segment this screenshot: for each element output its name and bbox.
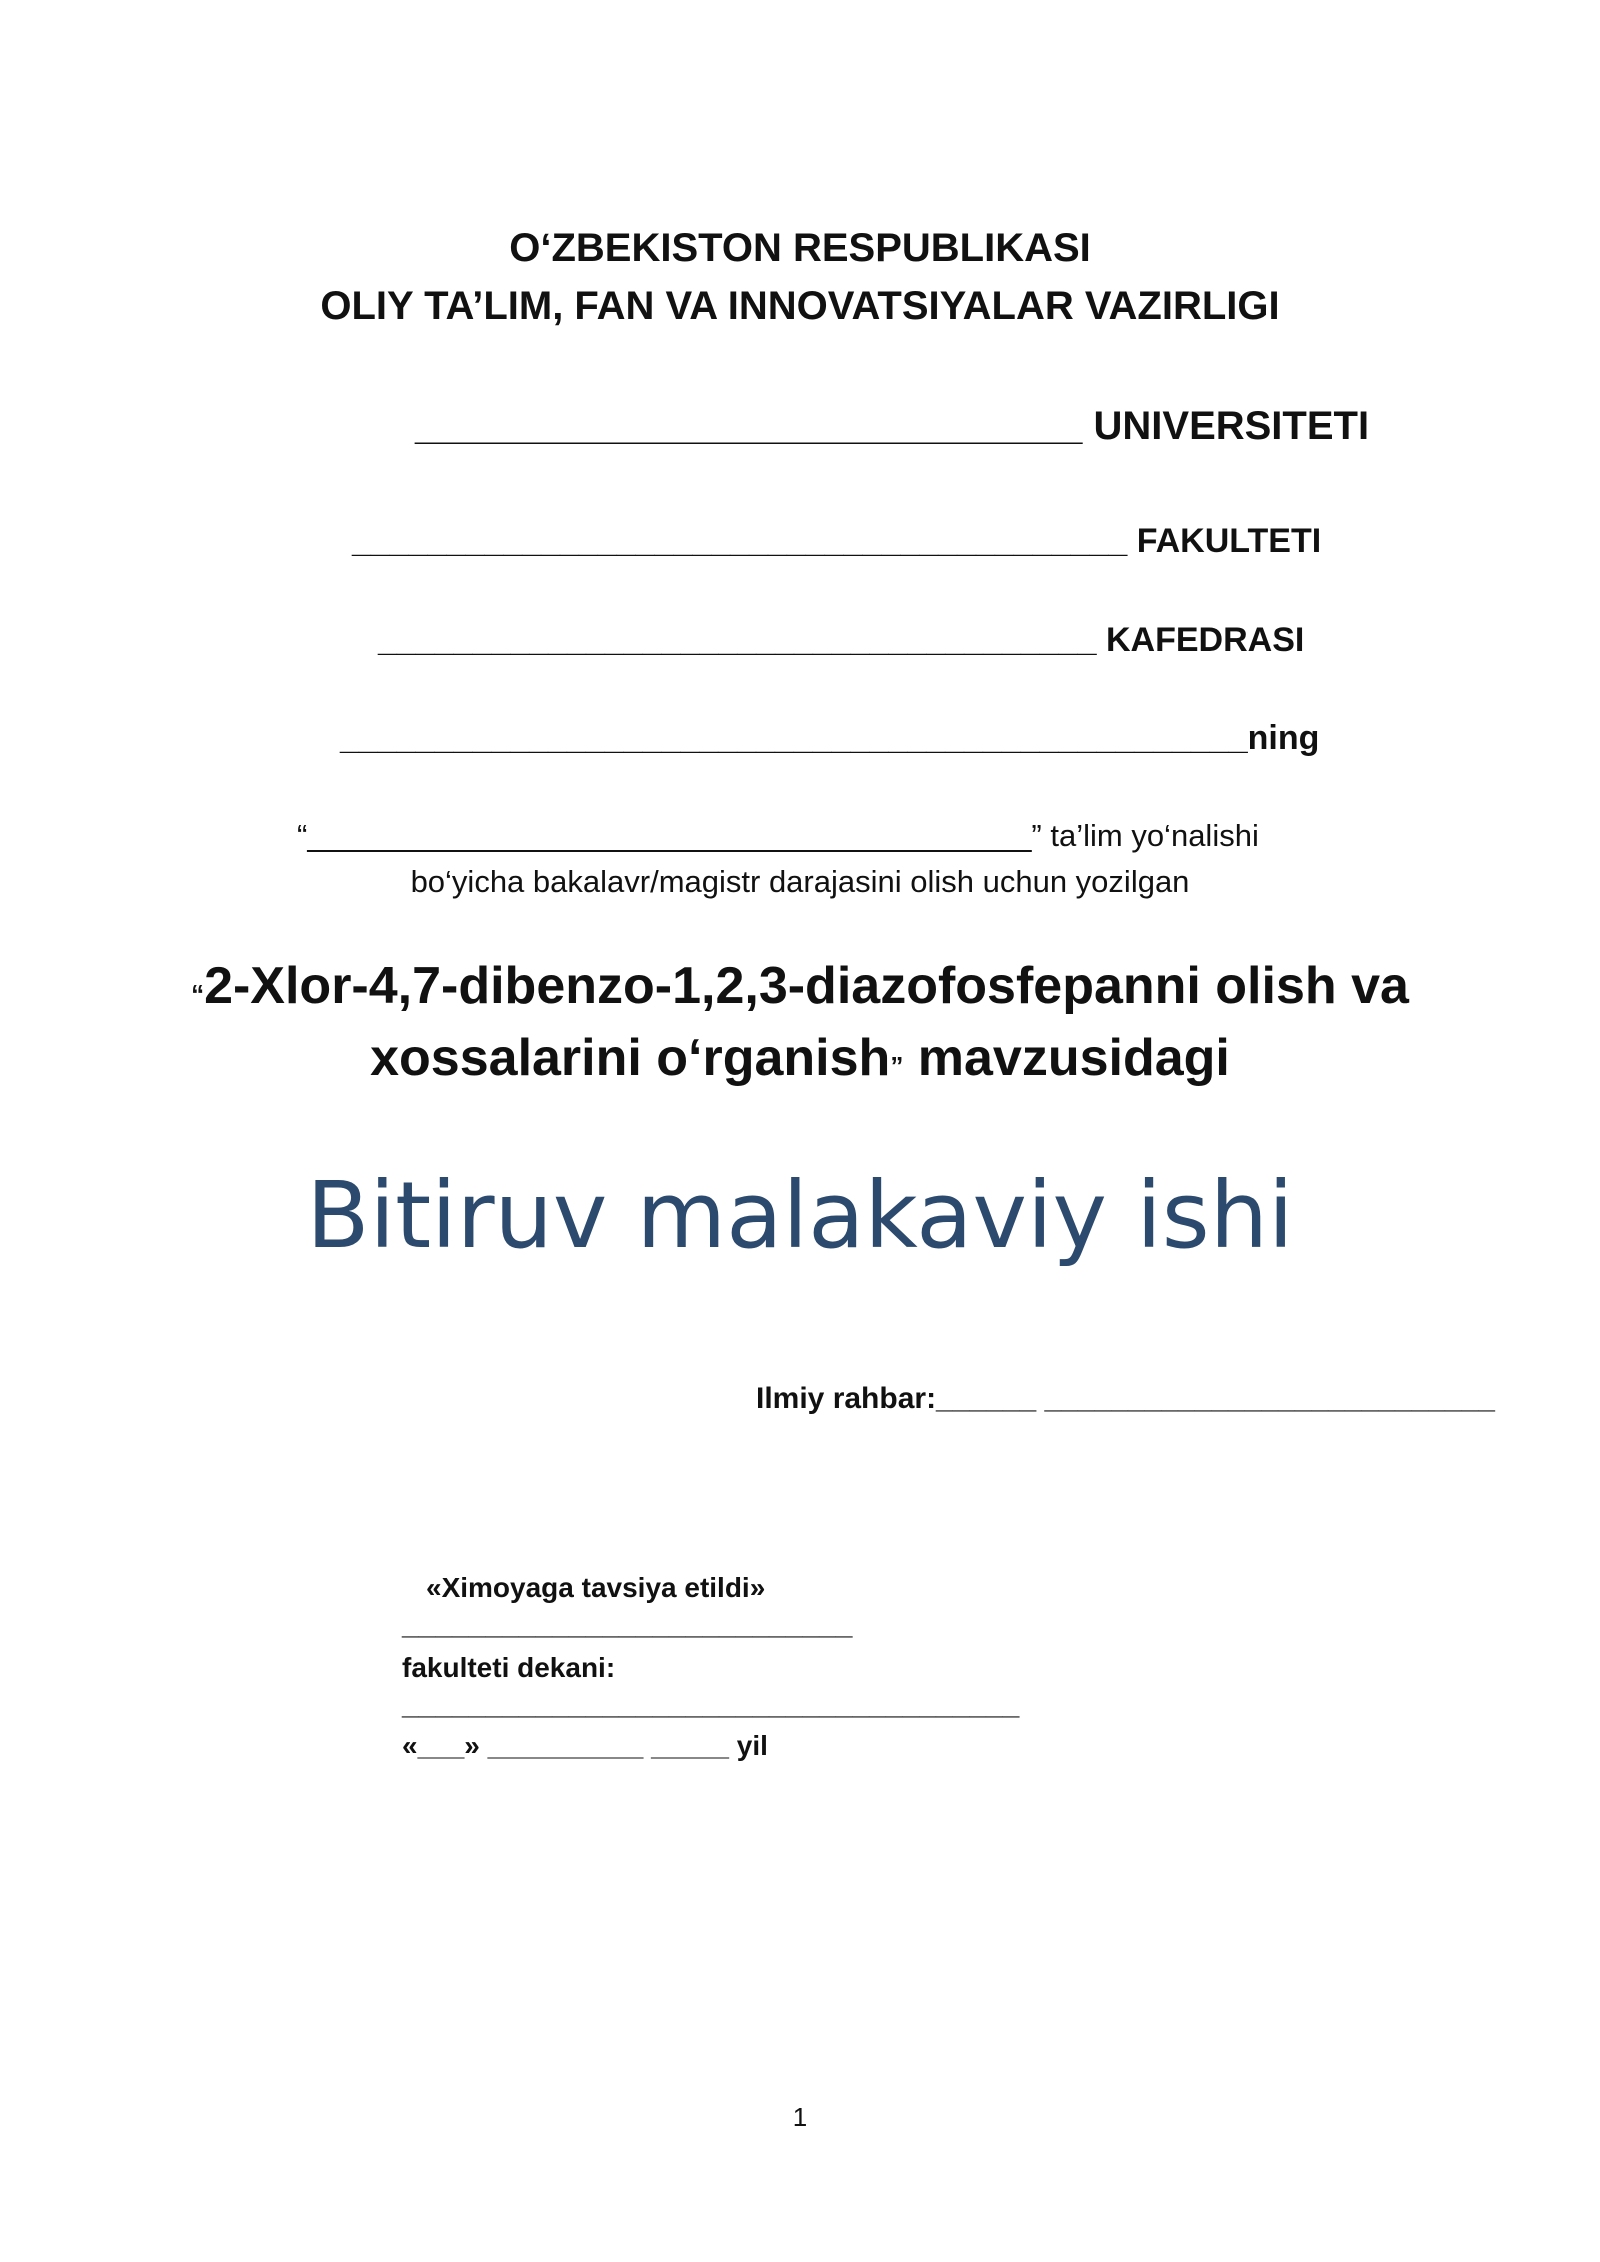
student-field: ________________________________________________ning (340, 719, 1320, 757)
direction-field: “__________________________________________” ta’lim yo‘nalishi (297, 818, 1259, 853)
page-number: 1 (792, 2102, 808, 2132)
document-title: Bitiruv malakaviy ishi (306, 1162, 1294, 1269)
date-field: «___» __________ _____ yil (402, 1730, 768, 1761)
topic-line-2 (0, 1029, 1600, 1087)
department-field: ______________________________________ KAFEDRASI (378, 621, 1305, 659)
topic-open-quote: “ (191, 979, 205, 1009)
republic-heading: O‘ZBEKISTON RESPUBLIKASI (509, 226, 1091, 270)
recommended-label: «Ximoyaga tavsiya etildi» (426, 1572, 766, 1603)
supervisor-field: Ilmiy rahbar:______ ___________________________ (756, 1382, 1495, 1415)
topic-line-2-suffix: mavzusidagi (903, 1029, 1230, 1087)
faculty-blank: ___________________________ (402, 1608, 853, 1641)
dean-label: fakulteti dekani: (402, 1652, 616, 1683)
topic-line-1 (0, 957, 1600, 1015)
university-field: ______________________________ UNIVERSITETI (415, 404, 1370, 448)
dean-blank: _____________________________________ (402, 1688, 1020, 1721)
topic-line-2-text: xossalarini o‘rganish (370, 1029, 891, 1087)
topic-line-1-text: 2-Xlor-4,7-dibenzo-1,2,3-diazofosfepanni olish va (204, 957, 1409, 1015)
faculty-field: _________________________________________ FAKULTETI (352, 522, 1322, 560)
degree-line: bo‘yicha bakalavr/magistr darajasini olish uchun yozilgan (410, 864, 1190, 899)
topic-close-quote: ” (890, 1051, 904, 1081)
ministry-heading: OLIY TA’LIM, FAN VA INNOVATSIYALAR VAZIRLIGI (320, 284, 1280, 328)
